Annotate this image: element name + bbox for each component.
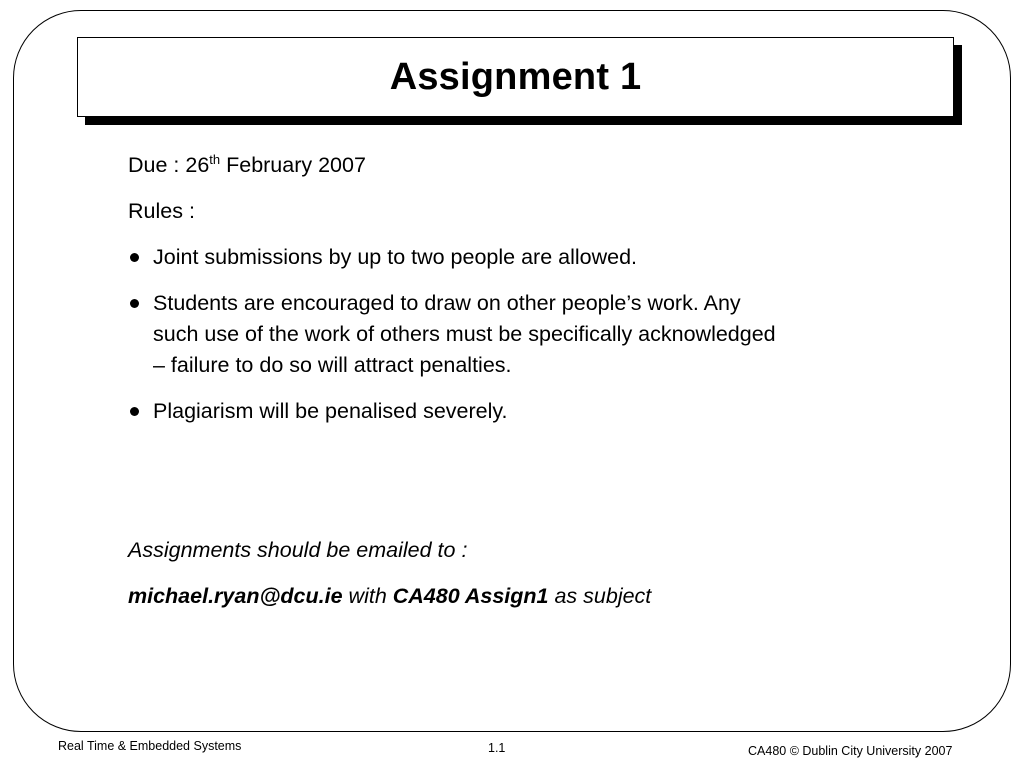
rule-item <box>128 242 928 273</box>
slide-body <box>128 150 928 442</box>
rule-text: Joint submissions by up to two people are allowed. <box>153 245 638 269</box>
submission-with: with <box>342 584 393 608</box>
rule-item <box>128 288 928 381</box>
submission-email: michael.ryan@dcu.ie <box>128 584 343 608</box>
due-suffix: February 2007 <box>220 153 366 177</box>
submission-detail <box>128 581 651 612</box>
submission-note: Assignments should be emailed to : <box>128 538 468 562</box>
bullet-icon <box>130 299 139 308</box>
footer-copyright: CA480 © Dublin City University 2007 <box>748 744 953 758</box>
rule-text: Plagiarism will be penalised severely. <box>153 399 508 423</box>
footer-course-name: Real Time & Embedded Systems <box>58 739 242 753</box>
rule-text: Students are encouraged to draw on other people’s work. Any <box>153 291 741 315</box>
submission-instructions <box>128 535 651 627</box>
submission-subject: CA480 Assign1 <box>392 584 549 608</box>
due-superscript: th <box>209 152 221 167</box>
rule-text: such use of the work of others must be specifically acknowledged <box>153 322 776 346</box>
slide-title: Assignment 1 <box>389 55 642 98</box>
rule-item <box>128 396 928 427</box>
rule-text: – failure to do so will attract penalties. <box>153 353 512 377</box>
due-prefix: Due : 26 <box>128 153 210 177</box>
title-box <box>77 37 954 117</box>
due-date <box>128 150 928 181</box>
rules-label: Rules : <box>128 199 195 223</box>
bullet-icon <box>130 407 139 416</box>
submission-tail: as subject <box>548 584 652 608</box>
rules-list <box>128 242 928 427</box>
bullet-icon <box>130 253 139 262</box>
footer-slide-number: 1.1 <box>488 741 506 755</box>
